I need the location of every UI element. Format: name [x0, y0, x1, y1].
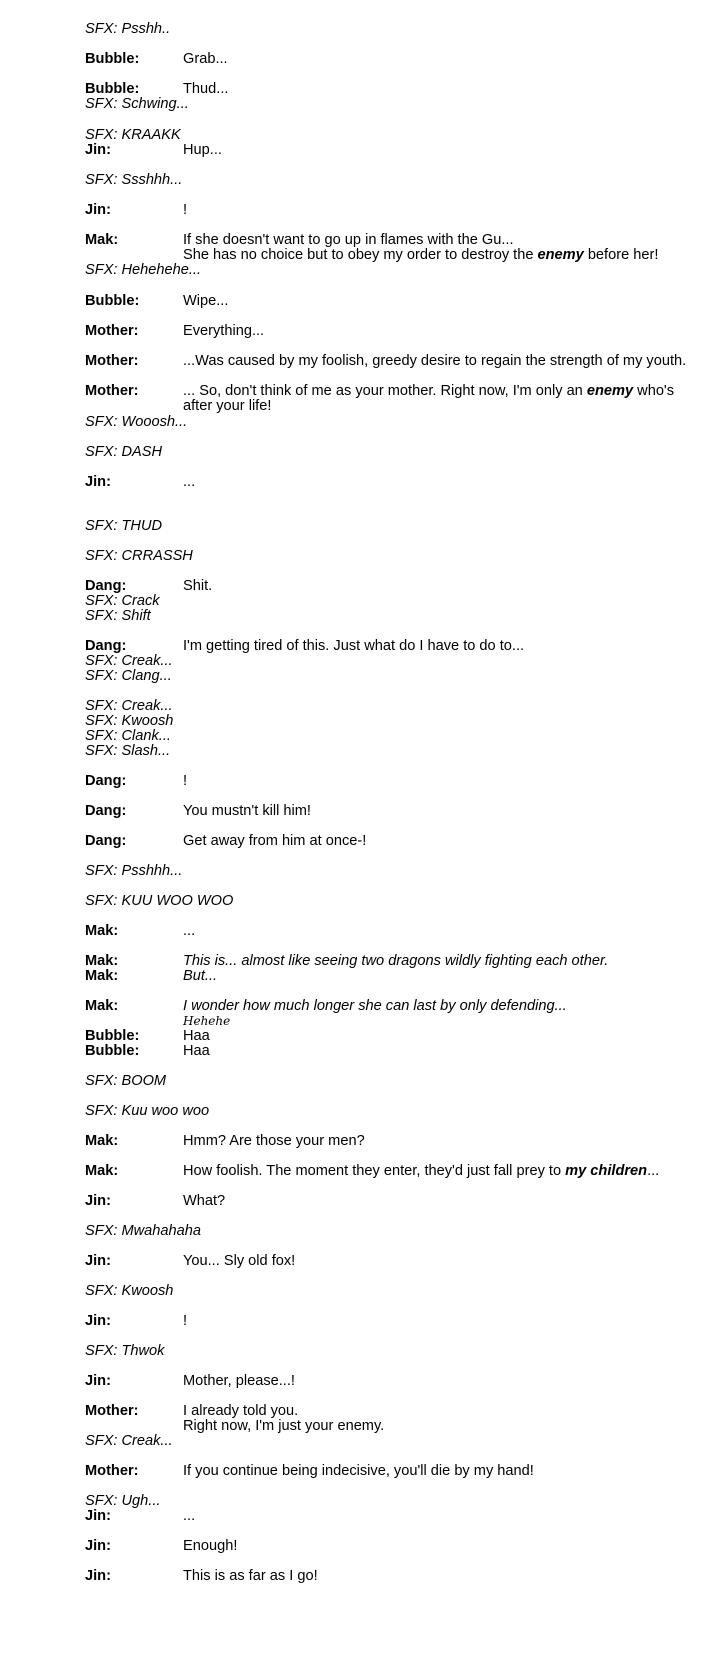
script-line: [85, 669, 172, 685]
sound-effect-text: SFX: Creak...: [85, 698, 173, 714]
script-line: [85, 1104, 209, 1120]
sound-effect-text: SFX: DASH: [85, 444, 163, 460]
speaker-name: Mak:: [85, 968, 119, 984]
sound-effect-text: SFX: Ugh...: [85, 1493, 161, 1509]
dialogue-text: If you continue being indecisive, you'll die by my hand!: [183, 1463, 534, 1479]
speaker-name: Mother:: [85, 383, 139, 399]
dialogue-text: [183, 1164, 659, 1180]
sound-effect-text: SFX: Kwoosh: [85, 1283, 174, 1299]
sound-effect-text: SFX: Schwing...: [85, 96, 189, 112]
dialogue-text: Enough!: [183, 1538, 238, 1554]
script-line: [85, 445, 162, 461]
script-line: [85, 864, 182, 880]
dialogue-text: after your life!: [183, 398, 272, 414]
speaker-name: Dang:: [85, 638, 127, 654]
sound-effect-text: SFX: Slash...: [85, 743, 171, 759]
speaker-name: Bubble:: [85, 51, 140, 67]
dialogue-text: I already told you.: [183, 1403, 299, 1419]
script-line: [85, 894, 233, 910]
speaker-name: Jin:: [85, 1313, 111, 1329]
speaker-name: Mak:: [85, 953, 119, 969]
dialogue-text: Haa: [183, 1043, 210, 1059]
dialogue-text-part: before her!: [583, 247, 659, 263]
sound-effect-text: SFX: Psshh..: [85, 21, 171, 37]
sound-effect-text: SFX: Psshhh...: [85, 863, 183, 879]
script-line: [85, 22, 170, 38]
dialogue-text: !: [183, 202, 188, 218]
dialogue-text: You mustn't kill him!: [183, 803, 311, 819]
dialogue-text: Wipe...: [183, 293, 229, 309]
dialogue-text: This is as far as I go!: [183, 1568, 318, 1584]
dialogue-text-part: ...: [647, 1163, 660, 1179]
dialogue-text: Shit.: [183, 578, 213, 594]
speaker-name: Mak:: [85, 923, 119, 939]
dialogue-text: Hup...: [183, 142, 222, 158]
emphasized-word: my children: [565, 1163, 648, 1179]
sound-effect-text: SFX: Clank...: [85, 728, 171, 744]
sound-effect-text: SFX: KUU WOO WOO: [85, 893, 234, 909]
speaker-name: Jin:: [85, 1538, 111, 1554]
sound-effect-text: SFX: Clang...: [85, 668, 172, 684]
sound-effect-text: SFX: Hehehehe...: [85, 262, 202, 278]
sound-effect-text: SFX: Crack: [85, 593, 160, 609]
speaker-name: Mother:: [85, 1463, 139, 1479]
emphasized-word: enemy: [537, 247, 584, 263]
sound-effect-text: SFX: KRAAKK: [85, 127, 181, 143]
script-line: [85, 173, 182, 189]
dialogue-text: ...: [183, 1508, 196, 1524]
dialogue-text: ...Was caused by my foolish, greedy desire to regain the strength of my youth.: [183, 353, 687, 369]
dialogue-text: Hmm? Are those your men?: [183, 1133, 365, 1149]
dialogue-text: What?: [183, 1193, 226, 1209]
dialogue-text: Everything...: [183, 323, 265, 339]
speaker-name: Bubble:: [85, 1028, 140, 1044]
speaker-name: Dang:: [85, 773, 127, 789]
dialogue-text: I wonder how much longer she can last by only defending...: [183, 998, 567, 1014]
sound-effect-text: SFX: Ssshhh...: [85, 172, 183, 188]
speaker-name: Mak:: [85, 998, 119, 1014]
dialogue-text: Mother, please...!: [183, 1373, 295, 1389]
sound-effect-text: SFX: Kuu woo woo: [85, 1103, 210, 1119]
script-line: [85, 263, 201, 279]
speaker-name: Bubble:: [85, 293, 140, 309]
speaker-name: Jin:: [85, 1253, 111, 1269]
script-line: [85, 744, 170, 760]
script-line: [85, 1074, 166, 1090]
speaker-name: Dang:: [85, 578, 127, 594]
script-line: [85, 549, 193, 565]
dialogue-text: Right now, I'm just your enemy.: [183, 1418, 385, 1434]
script-line: [85, 415, 187, 431]
sound-effect-text: SFX: THUD: [85, 518, 163, 534]
dialogue-text: I'm getting tired of this. Just what do I have to do to...: [183, 638, 525, 654]
sound-effect-text: SFX: Creak...: [85, 1433, 173, 1449]
sound-effect-text: SFX: Wooosh...: [85, 414, 188, 430]
speaker-name: Jin:: [85, 202, 111, 218]
dialogue-text: Thud...: [183, 81, 229, 97]
dialogue-text: !: [183, 773, 188, 789]
sound-effect-text: SFX: Thwok: [85, 1343, 165, 1359]
speaker-name: Jin:: [85, 1508, 111, 1524]
sound-effect-text: SFX: Kwoosh: [85, 713, 174, 729]
script-line: [85, 519, 162, 535]
dialogue-text-part: ... So, don't think of me as your mother. Right now, I'm only an: [183, 383, 587, 399]
sound-effect-text: SFX: BOOM: [85, 1073, 167, 1089]
dialogue-text: Haa: [183, 1028, 210, 1044]
script-line: [85, 1344, 164, 1360]
speaker-name: Mother:: [85, 353, 139, 369]
sound-effect-text: SFX: Shift: [85, 608, 151, 624]
speaker-name: Jin:: [85, 1373, 111, 1389]
dialogue-text: If she doesn't want to go up in flames with the Gu...: [183, 232, 514, 248]
dialogue-text: ...: [183, 474, 196, 490]
script-line: [85, 97, 189, 113]
speaker-name: Jin:: [85, 142, 111, 158]
dialogue-text: But...: [183, 968, 218, 984]
dialogue-text: You... Sly old fox!: [183, 1253, 296, 1269]
script-line: [85, 1434, 173, 1450]
sound-effect-text: SFX: CRRASSH: [85, 548, 193, 564]
sound-effect-text: SFX: Creak...: [85, 653, 173, 669]
dialogue-text: Grab...: [183, 51, 228, 67]
dialogue-text: !: [183, 1313, 188, 1329]
dialogue-text: Get away from him at once-!: [183, 833, 367, 849]
dialogue-text: This is... almost like seeing two dragons wildly fighting each other.: [183, 953, 609, 969]
speaker-name: Mother:: [85, 1403, 139, 1419]
dialogue-text: ...: [183, 923, 196, 939]
speaker-name: Jin:: [85, 1568, 111, 1584]
speaker-name: Bubble:: [85, 81, 140, 97]
dialogue-text-part: She has no choice but to obey my order to destroy the: [183, 247, 538, 263]
sound-effect-text: SFX: Mwahahaha: [85, 1223, 202, 1239]
dialogue-text-part: who's: [633, 383, 675, 399]
dialogue-text: [183, 248, 658, 264]
dialogue-text-part: How foolish. The moment they enter, they'd just fall prey to: [183, 1163, 566, 1179]
speaker-name: Mak:: [85, 1133, 119, 1149]
speaker-name: Mother:: [85, 323, 139, 339]
speaker-name: Dang:: [85, 833, 127, 849]
speaker-name: Jin:: [85, 474, 111, 490]
speaker-name: Mak:: [85, 232, 119, 248]
script-line: [85, 609, 151, 625]
speaker-name: Bubble:: [85, 1043, 140, 1059]
script-line: [85, 1284, 173, 1300]
script-line: [85, 1224, 201, 1240]
emphasized-word: enemy: [586, 383, 634, 399]
speaker-name: Dang:: [85, 803, 127, 819]
speaker-name: Mak:: [85, 1163, 119, 1179]
dialogue-text: Hehehe: [183, 1014, 231, 1028]
speaker-name: Jin:: [85, 1193, 111, 1209]
